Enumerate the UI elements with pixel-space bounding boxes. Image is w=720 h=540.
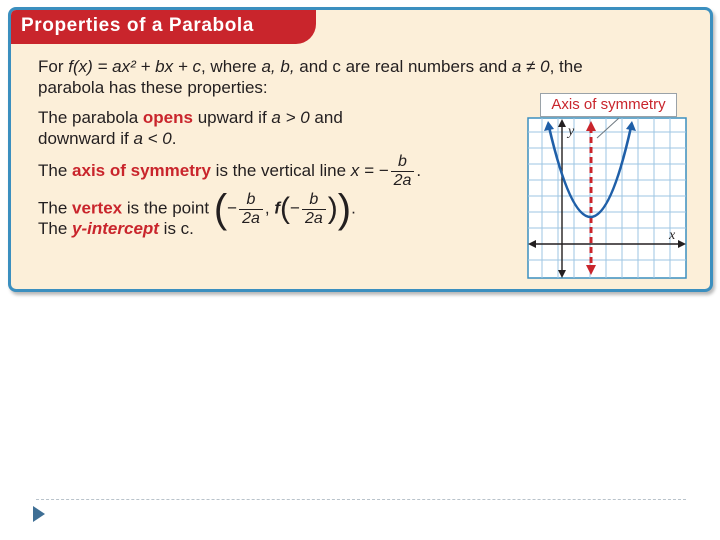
opens-line-2 (38, 129, 176, 149)
card-title: Properties of a Parabola (11, 10, 316, 44)
keyword-vertex: vertex (72, 198, 123, 218)
open-paren-inner: ( (280, 192, 291, 225)
function-expression: f(x) = ax² + bx + c (68, 57, 201, 76)
fraction-denominator: 2a (304, 209, 323, 227)
yint-text: The (38, 219, 73, 238)
intro-line-2: parabola has these properties: (38, 78, 268, 97)
axis-text: . (416, 160, 422, 180)
intro-text: and c are real numbers and (294, 57, 512, 76)
condition-downward: a < 0 (133, 129, 172, 148)
graph-svg (527, 117, 687, 279)
vertex-fraction-1 (239, 191, 263, 228)
fraction-numerator: b (302, 191, 326, 210)
intro-variables: a, b, (261, 57, 295, 76)
y-axis-label: y (568, 124, 575, 139)
a-not-zero: a ≠ 0 (511, 57, 550, 76)
fraction-denominator: 2a (242, 209, 260, 227)
function-f: f (274, 198, 281, 218)
axis-fraction (391, 153, 415, 190)
opens-text: downward if (38, 129, 134, 148)
intro-text: , where (200, 57, 262, 76)
vertex-fraction-2 (302, 191, 326, 228)
intro-line-1 (38, 57, 583, 77)
axis-text: The (38, 160, 73, 180)
fraction-denominator: 2a (393, 172, 412, 189)
intro-text: For (38, 57, 69, 76)
slide-bullet-arrow-icon (31, 505, 47, 523)
opens-text: upward if (192, 108, 272, 127)
intro-text: , the (549, 57, 583, 76)
axis-line (38, 153, 421, 190)
axis-text: is the vertical line (210, 160, 351, 180)
open-paren: ( (213, 187, 228, 231)
yint-text: is c. (158, 219, 194, 238)
opens-line-1 (38, 108, 343, 128)
fraction-numerator: b (391, 153, 415, 172)
minus-sign: − (227, 198, 238, 218)
parabola-graph (527, 117, 687, 279)
opens-text: . (171, 129, 177, 148)
keyword-y-intercept: y-intercept (72, 219, 159, 238)
fraction-numerator: b (239, 191, 263, 210)
comma: , (264, 198, 270, 218)
vertex-text: . (351, 198, 356, 218)
opens-text: The parabola (38, 108, 143, 127)
keyword-axis-of-symmetry: axis of symmetry (72, 160, 211, 180)
yint-line (38, 219, 194, 239)
close-paren-inner: ) (327, 192, 338, 225)
footer-divider (36, 499, 686, 500)
keyword-opens: opens (142, 108, 193, 127)
axis-of-symmetry-callout: Axis of symmetry (540, 93, 677, 117)
opens-text: and (309, 108, 343, 127)
x-axis-label: x (669, 228, 676, 243)
close-paren: ) (337, 187, 352, 231)
condition-upward: a > 0 (271, 108, 310, 127)
axis-equation: x = − (350, 160, 389, 180)
minus-sign: − (290, 198, 300, 218)
vertex-text: is the point (122, 198, 214, 218)
vertex-text: The (38, 198, 73, 218)
